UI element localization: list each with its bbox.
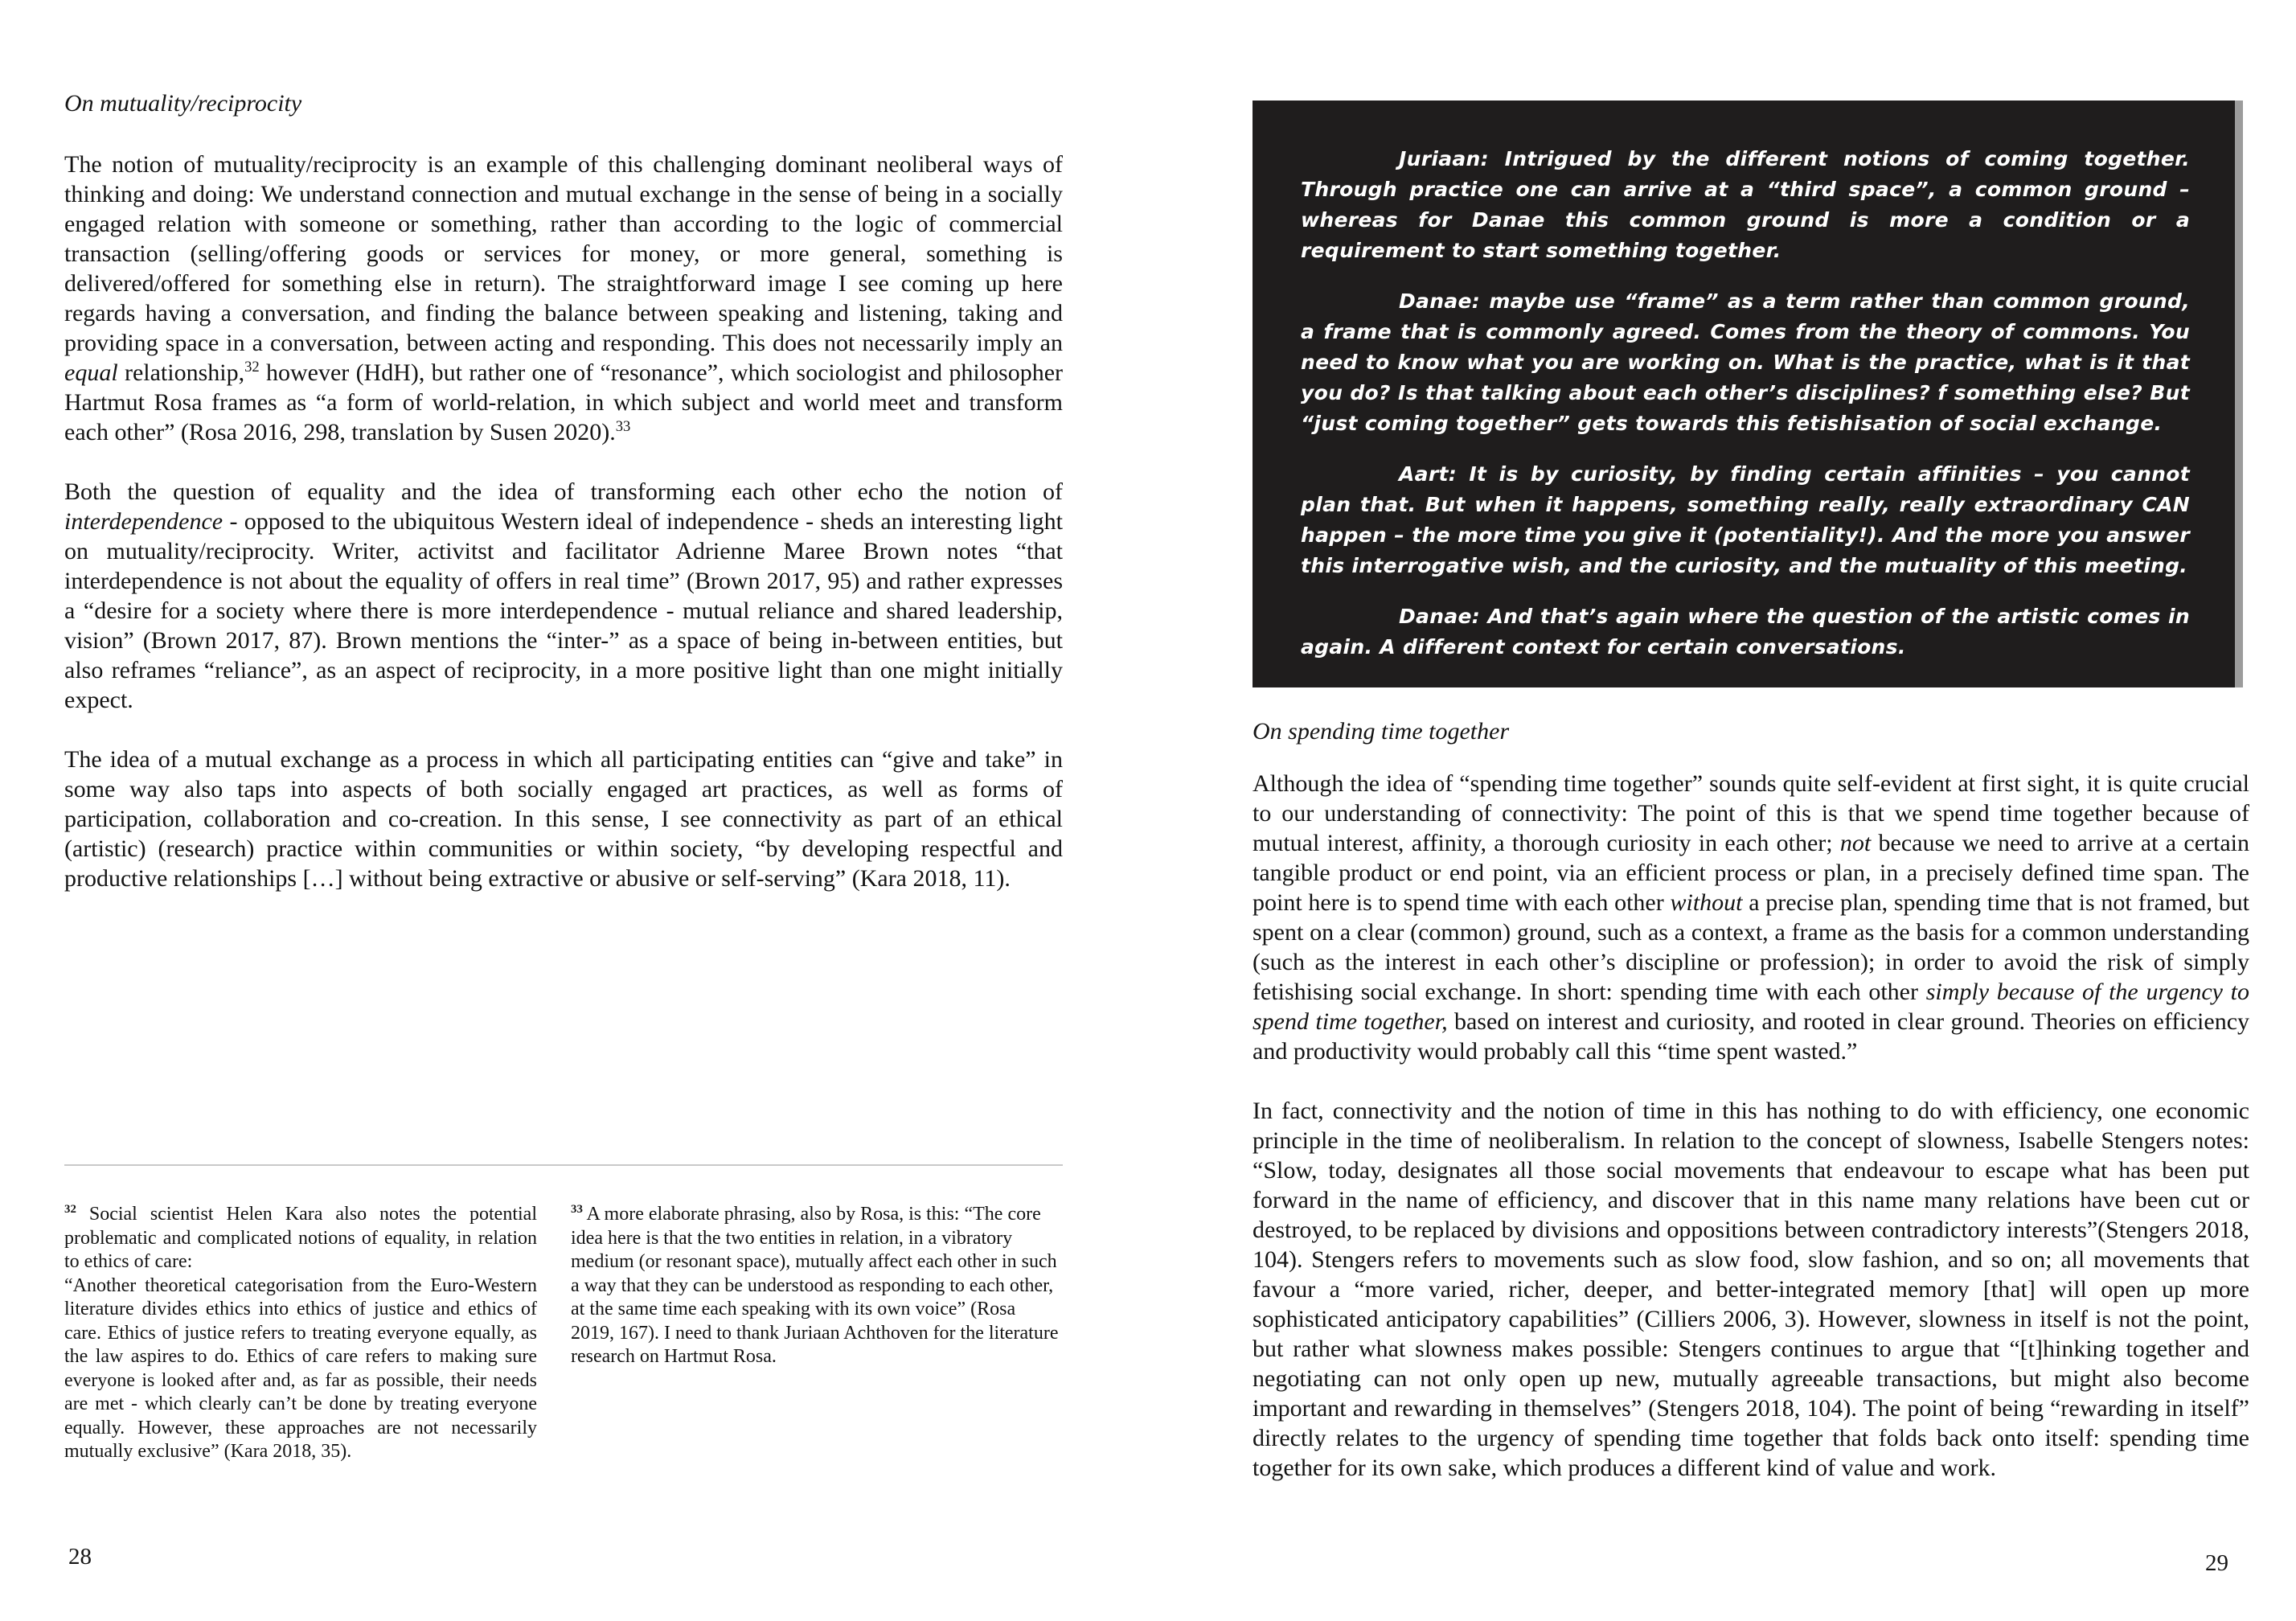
text-run: a precise plan, spending time that is not framed, but spent on a clear (common) ground, such as a context, a frame as the basis for a common understanding (such as the interest in each other’s discipline or profession); in order to avoid the risk of simply fetishising social exchange. In short: spending time with each other bbox=[1253, 889, 2250, 1005]
footnotes bbox=[64, 1203, 1063, 1464]
paragraph bbox=[64, 477, 1063, 715]
paragraph bbox=[64, 150, 1063, 447]
text-run: The notion of mutuality/reciprocity is an example of this challenging dominant neoliberal ways of thinking and doing: We understand connection and mutual exchange in the sense of being in a socially engaged relation with someone or something, rather than according to the logic of commercial transaction (selling/offering goods or services for money, or more general, something is delivered/offered for something else in return). The straightforward image I see coming up here regards having a conversation, and finding the balance between speaking and listening, taking and providing space in a conversation, between acting and responding. This does not necessarily imply an bbox=[64, 151, 1063, 356]
text-run: interdependence bbox=[64, 508, 223, 535]
paragraph bbox=[1253, 769, 2249, 1066]
section-heading-spending-time: On spending time together bbox=[1253, 718, 1510, 745]
footnote-32 bbox=[64, 1203, 537, 1464]
text-run: The idea of a mutual exchange as a process in which all participating entities can “give and take” in some way also taps into aspects of both socially engaged art practices, as well as forms of participation, collaboration and co-creation. In this sense, I see connectivity as part of an ethical (artistic) (research) practice within communities or within society, “by developing respectful and productive relationships […] without being extractive or abusive or self-serving” (Kara 2018, 11). bbox=[64, 746, 1063, 892]
page-right bbox=[1253, 0, 2249, 1621]
text-run: based on interest and curiosity, and rooted in clear ground. Theories on efficiency and productivity would probably call this “time spent wasted.” bbox=[1253, 1008, 2250, 1065]
text-run: - opposed to the ubiquitous Western ideal of independence - sheds an interesting light on mutuality/reciprocity. Writer, activitst and facilitator Adrienne Maree Brown notes “that interdependence is not about the equality of offers in real time” (Brown 2017, 95) and rather expresses a “desire for a society where there is more interdependence - mutual reliance and shared leadership, vision” (Brown 2017, 87). Brown mentions the “inter-” as a space of being in-between entities, but also reframes “reliance”, as an aspect of reciprocity, in a more positive light than one might initially expect. bbox=[64, 508, 1063, 713]
paragraph bbox=[1253, 1096, 2249, 1483]
text-run: Aart: It is by curiosity, by finding certain affinities – you cannot plan that. But when it happens, something really, really extraordinary CAN happen – the more time you give it (potentiality!). And the more you answer this interrogative wish, and the curiosity, and the mutuality of this meeting. bbox=[1301, 462, 2190, 577]
footnote-divider bbox=[64, 1164, 1063, 1166]
section-heading-mutuality: On mutuality/reciprocity bbox=[64, 90, 302, 117]
page-left bbox=[64, 0, 1063, 1621]
text-run: Danae: maybe use “frame” as a term rather than common ground, a frame that is commonly agreed. Comes from the theory of commons. You need to know what you are working on. What is the practice, what is it that you do? Is that talking about each other’s disciplines? f something else? But “just coming together” gets towards this fetishisation of social exchange. bbox=[1301, 289, 2190, 435]
text-run: Danae: And that’s again where the question of the artistic comes in again. A different context for certain conversations. bbox=[1301, 605, 2190, 659]
text-run: without bbox=[1670, 889, 1743, 916]
text-run: equal bbox=[64, 359, 118, 386]
text-run: simply because of the urgency to spend time together, bbox=[1253, 979, 2249, 1035]
paragraph bbox=[1301, 286, 2190, 439]
text-run: Juriaan: Intrigued by the different notions of coming together. Through practice one can arrive at a “third space”, a common ground – whereas for Danae this common ground is more a condition or a requirement to start something together. bbox=[1301, 147, 2190, 262]
text-run: Both the question of equality and the idea of transforming each other echo the notion of bbox=[64, 478, 1063, 505]
body-text-left bbox=[64, 150, 1063, 923]
paragraph bbox=[1301, 601, 2190, 663]
text-run: A more elaborate phrasing, also by Rosa, is this: “The core idea here is that the two entities in relation, in a vibratory medium (or resonant space), mutually affect each other in such a way that they can be understood as responding to each other, at the same time each speaking with its own voice” (Rosa 2019, 167). I need to thank Juriaan Achthoven for the literature research on Hartmut Rosa. bbox=[571, 1204, 1059, 1367]
dialogue-panel bbox=[1253, 101, 2243, 687]
text-run: Social scientist Helen Kara also notes the potential problematic and complicated notions of equality, in relation to ethics of care: bbox=[64, 1204, 537, 1272]
text-run: “Another theoretical categorisation from the Euro-Western literature divides ethics into ethics of justice and ethics of care. Ethics of justice refers to treating everyone equally, as the law aspires to do. Ethics of care refers to making sure everyone is looked after and, as far as possible, their needs are met - which clearly can’t be done by treating everyone equally. However, these approaches are not necessarily mutually exclusive” (Kara 2018, 35). bbox=[64, 1274, 537, 1462]
page-number-right: 29 bbox=[2205, 1550, 2228, 1576]
text-run: relationship, bbox=[117, 359, 245, 386]
paragraph bbox=[1301, 459, 2190, 581]
text-run: not bbox=[1839, 830, 1872, 856]
text-run: 32 bbox=[244, 359, 260, 375]
paragraph bbox=[1301, 144, 2190, 266]
text-run: In fact, connectivity and the notion of time in this has nothing to do with efficiency, one economic principle in the time of neoliberalism. In relation to the concept of slowness, Isabelle Stengers notes: “Slow, today, designates all those social movements that endeavour to escape what has been put forward in the name of efficiency, and discover that in this name many relations have been cut or destroyed, to be replaced by divisions and oppositions between contradictory interests”(Stengers 2018, 104). Stengers refers to movements such as slow food, slow fashion, and so on; all movements that favour a “more varied, richer, deeper, and better-integrated memory [that] will open up more sophisticated anticipatory capabilities” (Cilliers 2006, 3). However, slowness in itself is not the point, but rather what slowness makes possible: Stengers continues to argue that “[t]hinking together and negotiating can not only open up new, mutually agreeable transactions, but might also become important and rewarding in themselves” (Stengers 2018, 104). The point of being “rewarding in itself” directly relates to the urgency of spending time together that folds back onto itself: spending time together for its own sake, which produces a different kind of value and work. bbox=[1253, 1098, 2249, 1481]
page-number-left: 28 bbox=[68, 1544, 92, 1570]
footnote-33 bbox=[571, 1203, 1063, 1464]
text-run: however (HdH), but rather one of “resonance”, which sociologist and philosopher Hartmut Rosa frames as “a form of world-relation, in which subject and world meet and transform each other” (Rosa 2016, 298, translation by Susen 2020). bbox=[64, 359, 1063, 445]
text-run: 33 bbox=[571, 1203, 583, 1216]
text-run: 32 bbox=[64, 1203, 76, 1216]
text-run: Although the idea of “spending time together” sounds quite self-evident at first sight, it is quite crucial to our understanding of connectivity: The point of this is that we spend time together because of mutual interest, affinity, a thorough curiosity in each other; bbox=[1253, 770, 2249, 856]
text-run: 33 bbox=[615, 418, 631, 435]
paragraph bbox=[64, 745, 1063, 893]
text-run: because we need to arrive at a certain tangible product or end point, via an efficient process or plan, in a precisely defined time span. The point here is to spend time with each other bbox=[1253, 830, 2249, 916]
body-text-right bbox=[1253, 769, 2249, 1512]
